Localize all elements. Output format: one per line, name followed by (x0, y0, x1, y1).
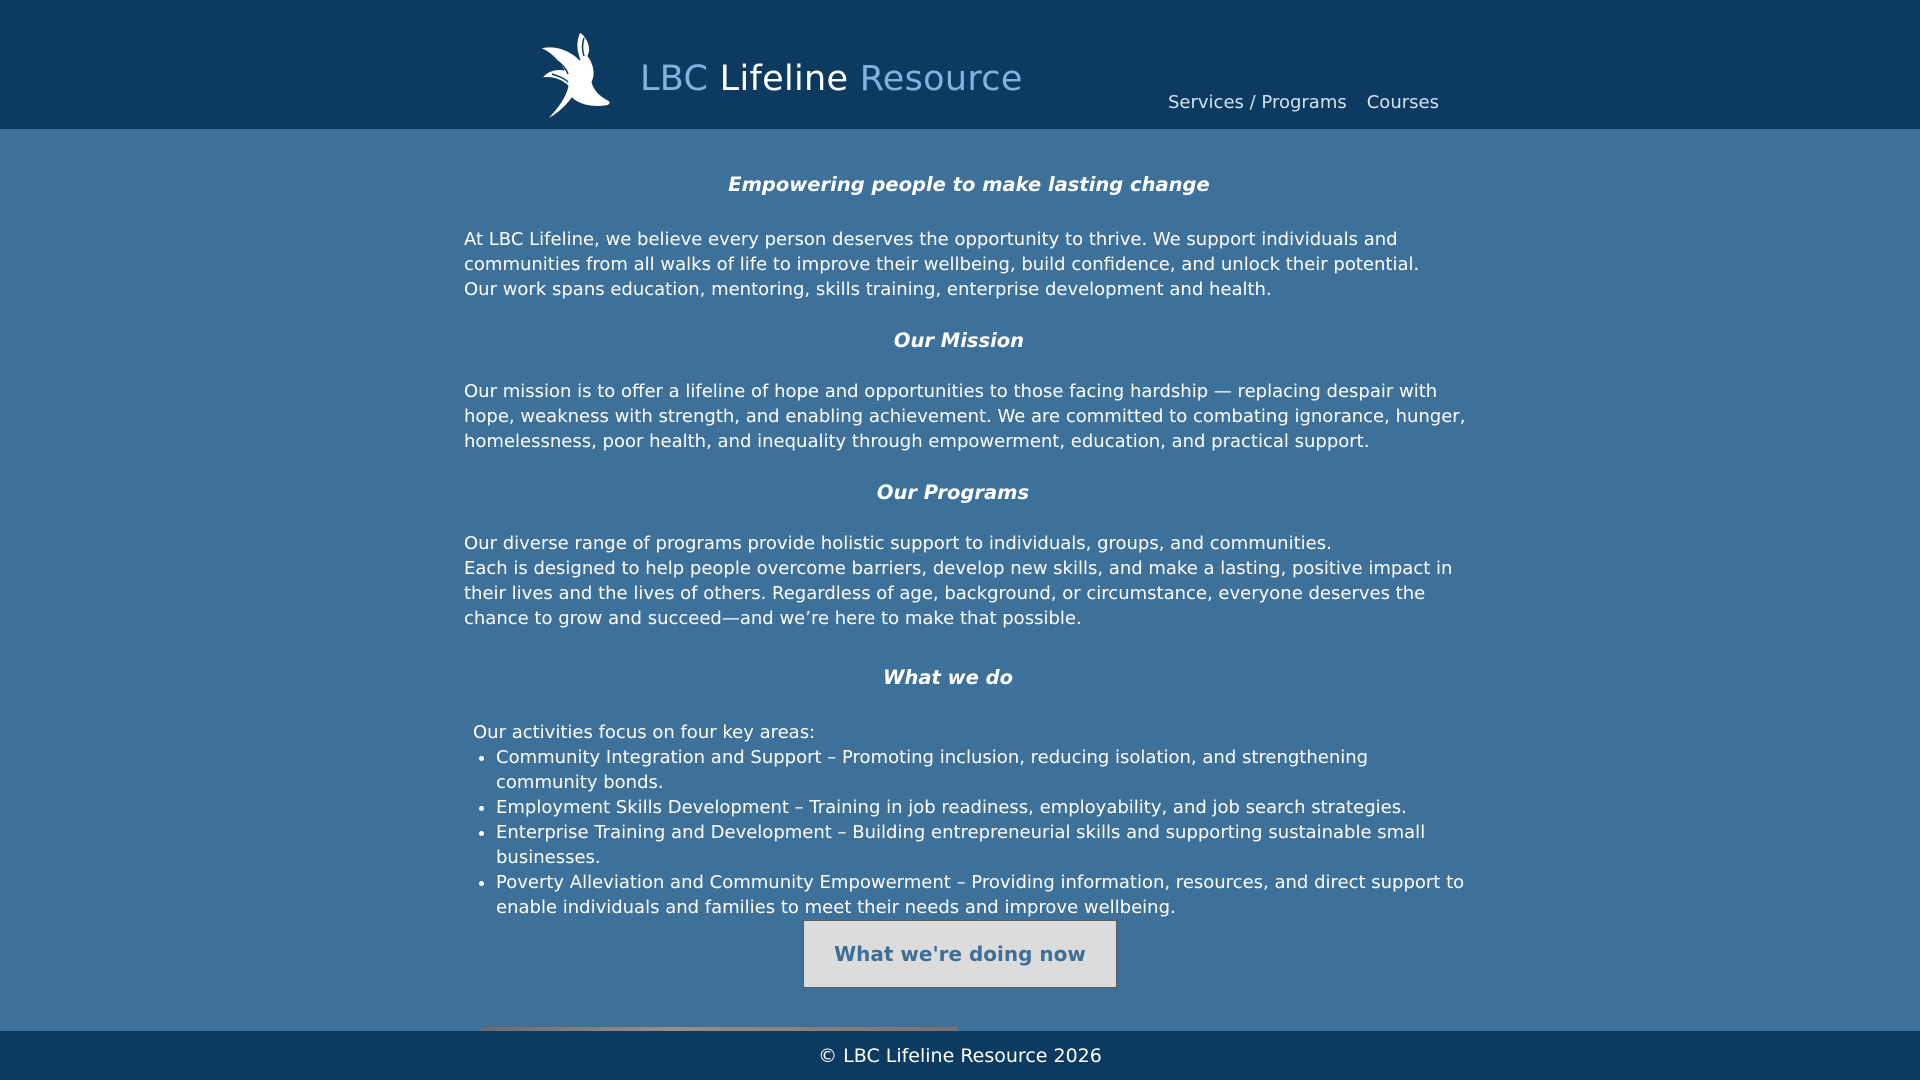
tagline-heading: Empowering people to make lasting change (728, 173, 1210, 196)
intro-paragraph-1: At LBC Lifeline, we believe every person deserves the opportunity to thrive. We support individuals and communities from all walks of life to improve their wellbeing, build confidence, and unlock their potential. (464, 229, 1420, 275)
key-areas-list (464, 745, 1474, 920)
site-title-part2: Lifeline (719, 59, 849, 99)
site-title-part3: Resource (859, 59, 1023, 99)
whats-happening-now-button[interactable]: What we're doing now (803, 920, 1117, 988)
list-item: • Employment Skills Development – Training in job readiness, employability, and job search strategies. (496, 795, 1474, 820)
list-item: • Enterprise Training and Development – Building entrepreneurial skills and supporting sustainable small businesses. (496, 820, 1474, 870)
what-we-do-intro: Our activities focus on four key areas: (473, 722, 816, 743)
site-header (0, 0, 1920, 129)
list-item: • Poverty Alleviation and Community Empowerment – Providing information, resources, and direct support to enable individuals and families to meet their needs and improve wellbeing. (496, 870, 1474, 920)
mission-heading: Our Mission (893, 329, 1025, 352)
main-nav (1168, 92, 1439, 113)
dove-icon[interactable] (536, 30, 612, 122)
copyright-text: © LBC Lifeline Resource 2026 (818, 1044, 1102, 1067)
site-title[interactable] (640, 59, 1023, 99)
what-we-do-heading: What we do (882, 666, 1014, 689)
nav-services-programs[interactable]: Services / Programs (1168, 92, 1347, 113)
nav-courses[interactable]: Courses (1366, 92, 1439, 113)
list-item: • Community Integration and Support – Promoting inclusion, reducing isolation, and strengthening community bonds. (496, 745, 1474, 795)
main-content (464, 172, 1474, 920)
programs-paragraph-1: Our diverse range of programs provide holistic support to individuals, groups, and communities. (464, 533, 1332, 554)
site-title-part1: LBC (640, 59, 709, 99)
programs-heading: Our Programs (876, 481, 1030, 504)
site-footer (0, 1031, 1920, 1080)
intro-paragraph-2: Our work spans education, mentoring, skills training, enterprise development and health. (464, 279, 1272, 300)
programs-paragraph-2: Each is designed to help people overcome barriers, develop new skills, and make a lasting, positive impact in their lives and the lives of others. Regardless of age, background, or circumstance, everyone deserves the chance to grow and succeed—and we’re here to make that possible. (464, 558, 1453, 629)
mission-paragraph: Our mission is to offer a lifeline of hope and opportunities to those facing hardship — replacing despair with hope, weakness with strength, and enabling achievement. We are committed to combating ignorance, hunger, homelessness, poor health, and inequality through empowerment, education, and practical support. (464, 381, 1466, 452)
